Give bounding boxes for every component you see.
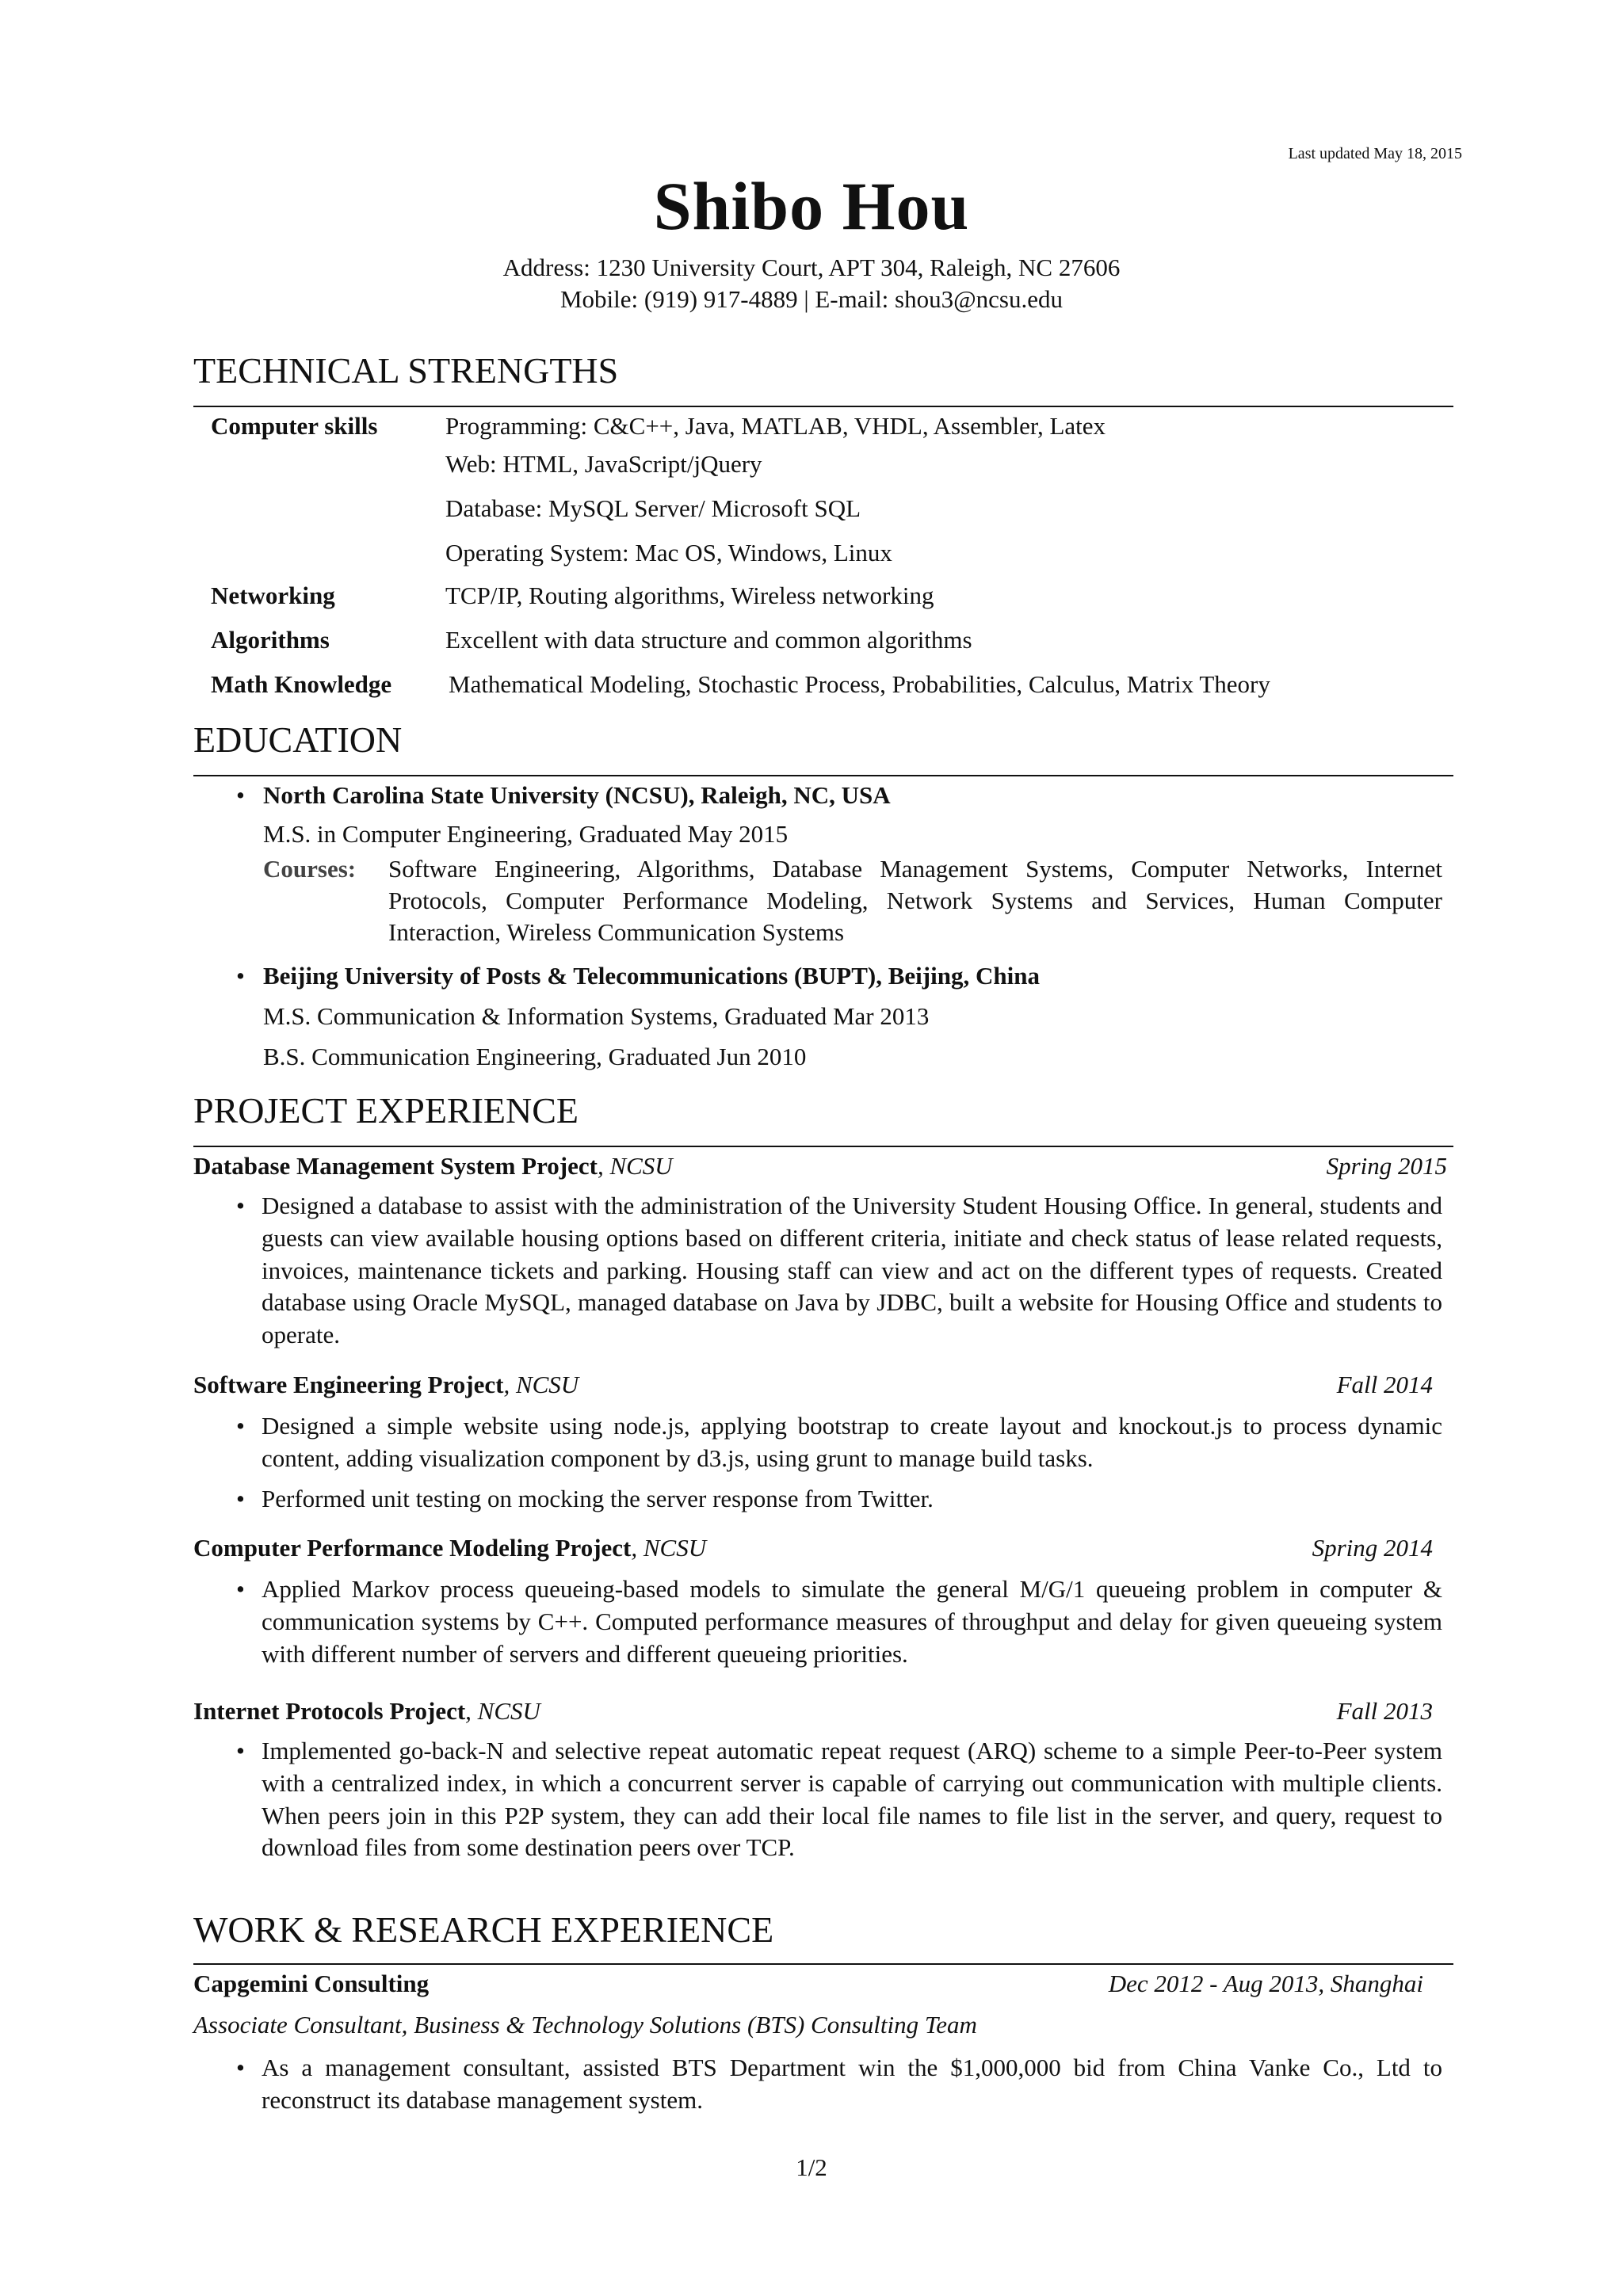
project-bullet: Designed a database to assist with the administration of the University Student Housing Office. In general, students and guests can view available housing options based on different criteria, initiate and check status of lease related requests, invoices, maintenance tickets and parking. Housing staff can view and act on the different types of requests. Created database using Oracle MySQL, managed database on Java by JDBC, built a website for Housing Office and students to operate. (262, 1192, 1442, 1349)
skill-value: TCP/IP, Routing algorithms, Wireless networking (445, 582, 934, 609)
project-title-line (193, 1695, 540, 1727)
project-org: , NCSU (631, 1534, 707, 1562)
section-rule (193, 775, 1453, 776)
school-name: North Carolina State University (NCSU), Raleigh, NC, USA (263, 781, 891, 809)
skill-label: Networking (211, 582, 335, 609)
project-date: Fall 2014 (1336, 1371, 1433, 1398)
skill-label: Computer skills (211, 412, 378, 440)
section-rule (193, 1146, 1453, 1147)
skill-value: Excellent with data structure and common algorithms (445, 626, 972, 654)
project-title: Software Engineering Project (193, 1371, 504, 1398)
section-heading-technical: TECHNICAL STRENGTHS (193, 350, 619, 391)
project-org: , NCSU (465, 1697, 540, 1725)
project-title-line (193, 1532, 706, 1564)
company-name: Capgemini Consulting (193, 1970, 430, 1997)
skill-label: Math Knowledge (211, 670, 392, 698)
bullet-marker: • (236, 1192, 245, 1219)
school-name: Beijing University of Posts & Telecommunications (BUPT), Beijing, China (263, 962, 1040, 990)
project-bullet: Applied Markov process queueing-based models to simulate the general M/G/1 queueing problem in computer & communication systems by C++. Computed performance measures of throughput and delay for given queueing system with different number of servers and different queueing priorities. (262, 1575, 1442, 1668)
degree-line: B.S. Communication Engineering, Graduated Jun 2010 (263, 1043, 807, 1070)
courses-label: Courses: (263, 855, 357, 883)
bullet-marker: • (236, 1412, 245, 1440)
candidate-name: Shibo Hou (653, 168, 970, 244)
work-role: Associate Consultant, Business & Technology Solutions (BTS) Consulting Team (193, 2011, 977, 2039)
project-title: Computer Performance Modeling Project (193, 1534, 632, 1562)
skill-value: Operating System: Mac OS, Windows, Linux (445, 539, 892, 566)
skill-value: Web: HTML, JavaScript/jQuery (445, 450, 762, 478)
section-rule (193, 406, 1453, 407)
section-heading-work: WORK & RESEARCH EXPERIENCE (193, 1909, 774, 1950)
project-date: Spring 2015 (1326, 1152, 1447, 1180)
project-date: Spring 2014 (1312, 1534, 1433, 1562)
project-title-line (193, 1369, 579, 1401)
courses-list: Software Engineering, Algorithms, Database Management Systems, Computer Networks, Internet Protocols, Computer Performance Modeling, Network Systems and Services, Human Computer Interaction, Wireless Communication Systems (388, 855, 1442, 946)
mobile-email-line: Mobile: (919) 917-4889 | E-mail: shou3@ncsu.edu (559, 285, 1063, 313)
bullet-marker: • (236, 962, 245, 990)
skill-value: Database: MySQL Server/ Microsoft SQL (445, 494, 861, 522)
bullet-marker: • (236, 1737, 245, 1764)
project-bullet: Designed a simple website using node.js, applying bootstrap to create layout and knockout.js to process dynamic content, adding visualization component by d3.js, using grunt to manage build tasks. (262, 1412, 1442, 1472)
project-bullet: Performed unit testing on mocking the server response from Twitter. (262, 1485, 934, 1512)
last-updated: Last updated May 18, 2015 (1288, 145, 1462, 162)
degree-line: M.S. in Computer Engineering, Graduated May 2015 (263, 820, 789, 848)
section-heading-projects: PROJECT EXPERIENCE (193, 1090, 579, 1131)
project-title: Internet Protocols Project (193, 1697, 466, 1725)
project-date: Fall 2013 (1336, 1697, 1433, 1725)
project-org: , NCSU (503, 1371, 579, 1398)
project-org: , NCSU (597, 1152, 673, 1180)
project-bullet: Implemented go-back-N and selective repeat automatic repeat request (ARQ) scheme to a simple Peer-to-Peer system with a centralized index, in which a concurrent server is capable of carrying out communication with multiple clients. When peers join in this P2P system, they can add their local file names to file list in the server, and query, request to download files from some destination peers over TCP. (262, 1737, 1442, 1862)
degree-line: M.S. Communication & Information Systems, Graduated Mar 2013 (263, 1002, 930, 1030)
skill-label: Algorithms (211, 626, 330, 654)
work-date-location: Dec 2012 - Aug 2013, Shanghai (1108, 1970, 1423, 1997)
skill-value: Programming: C&C++, Java, MATLAB, VHDL, Assembler, Latex (445, 412, 1106, 440)
bullet-marker: • (236, 781, 245, 809)
address-line: Address: 1230 University Court, APT 304, Raleigh, NC 27606 (502, 254, 1121, 281)
section-rule (193, 1963, 1453, 1965)
skill-value: Mathematical Modeling, Stochastic Process, Probabilities, Calculus, Matrix Theory (449, 670, 1270, 698)
bullet-marker: • (236, 2054, 245, 2081)
bullet-marker: • (236, 1575, 245, 1603)
section-heading-education: EDUCATION (193, 719, 403, 760)
bullet-marker: • (236, 1485, 245, 1512)
project-title: Database Management System Project (193, 1152, 598, 1180)
project-title-line (193, 1150, 673, 1182)
work-bullet: As a management consultant, assisted BTS Department win the $1,000,000 bid from China Vanke Co., Ltd to reconstruct its database management system. (262, 2054, 1442, 2114)
page-number: 1/2 (796, 2153, 827, 2181)
